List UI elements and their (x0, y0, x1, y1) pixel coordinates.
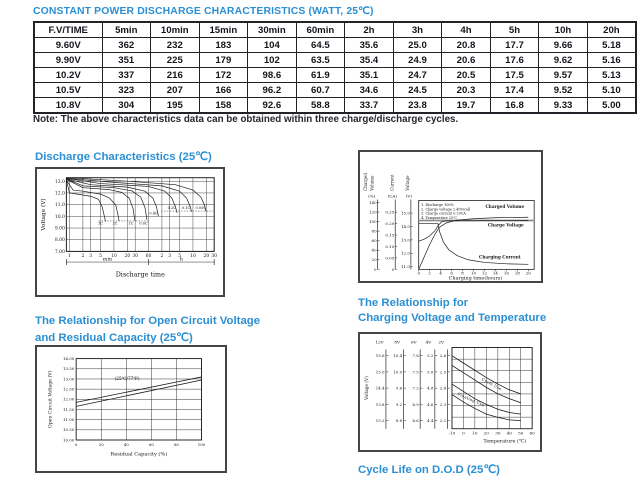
cell-value: 216 (151, 68, 200, 83)
charge-chart-svg (360, 152, 541, 281)
x-tick-label: 30 (495, 430, 501, 436)
cell-value: 9.66 (539, 38, 588, 53)
tick-label: 7.5 (412, 369, 419, 375)
unit-label-min: min (102, 256, 113, 263)
cell-value: 24.7 (393, 68, 442, 83)
curve-label: 3C (98, 221, 103, 226)
cell-value: 20.5 (442, 68, 491, 83)
table-row (34, 98, 636, 114)
x-tick-label: 0 (462, 430, 465, 436)
cell-value: 24.9 (393, 53, 442, 68)
column-header: 3h (393, 22, 442, 38)
tick-label: 9.2 (395, 401, 403, 407)
cell-value: 61.9 (296, 68, 345, 83)
cell-value: 17.5 (490, 68, 539, 83)
cell-value: 17.6 (490, 53, 539, 68)
cell-value: 225 (151, 53, 200, 68)
x-tick-label: 30 (132, 254, 139, 260)
x-tick-label: 100 (197, 441, 206, 447)
tick-label: 5.2 (427, 353, 434, 359)
tick-label: 100 (368, 219, 377, 224)
y-tick-label: 13.00 (63, 376, 75, 382)
column-header: 5min (102, 22, 151, 38)
tick-label: 13.2 (375, 418, 385, 424)
band-label: Cycle Use (480, 376, 503, 392)
axis-title: Voltage (404, 175, 410, 191)
tick-label: 0.05 (385, 255, 395, 261)
column-header: 4h (442, 22, 491, 38)
x-tick-label: 20 (203, 254, 210, 260)
cell-value: 9.52 (539, 83, 588, 98)
cell-value: 183 (199, 38, 248, 53)
cell-value: 179 (199, 53, 248, 68)
x-tick-label: 20 (98, 441, 104, 447)
axis-unit: (%) (368, 193, 376, 199)
y-tick-label: 13.50 (63, 366, 75, 372)
cell-value: 17.7 (490, 38, 539, 53)
x-tick-label: 0 (74, 441, 78, 447)
table-head (34, 22, 636, 38)
tick-label: 9.6 (395, 385, 403, 391)
cell-value: 323 (102, 83, 151, 98)
tick-label: 5.0 (427, 369, 434, 375)
x-tick-label: -10 (448, 430, 456, 436)
column-header: 20h (587, 22, 636, 38)
tick-label: 15.0 (400, 210, 410, 216)
ocv-line (76, 380, 201, 406)
legend-line: 3. Charge current 0.20CA (421, 211, 466, 216)
cell-value: 9.57 (539, 68, 588, 83)
x-tick-label: 4 (439, 270, 442, 276)
temp-section-title-line2: Charging Voltage and Temperature (358, 312, 547, 324)
x-tick-label: 10 (190, 254, 196, 260)
row-header: 9.90V (34, 53, 102, 68)
y-tick-label: 10.0 (54, 214, 65, 220)
cell-value: 98.6 (248, 68, 297, 83)
x-tick-label: 40 (506, 430, 512, 436)
axis-header: 2V (438, 339, 444, 345)
x-tick-label: 80 (173, 441, 179, 447)
cell-value: 5.16 (587, 53, 636, 68)
axis-title: Current (389, 174, 395, 191)
y-tick-label: 13.0 (54, 179, 65, 185)
tick-label: 2.6 (439, 353, 447, 359)
cell-value: 64.5 (296, 38, 345, 53)
tick-label: 80 (371, 228, 377, 234)
y-tick-label: 8.00 (54, 238, 65, 244)
table-row (34, 38, 636, 53)
cell-value: 351 (102, 53, 151, 68)
tick-label: 15.6 (375, 353, 385, 359)
tick-label: 40 (371, 247, 377, 253)
x-tick-label: 2 (428, 270, 431, 276)
x-tick-label: 30 (211, 254, 218, 260)
tick-label: 13.0 (400, 237, 410, 243)
tick-label: 14.0 (400, 223, 410, 229)
y-tick-label: 12.0 (54, 191, 65, 197)
page-title: CONSTANT POWER DISCHARGE CHARACTERISTICS (WATT, 25℃) (33, 6, 374, 17)
axis-unit: (CA) (387, 193, 397, 199)
x-tick-label: 3 (168, 254, 172, 260)
temp-chart-svg (360, 334, 540, 450)
cell-value: 20.3 (442, 83, 491, 98)
x-tick-label: 10 (472, 430, 478, 436)
x-tick-label: 2 (81, 254, 85, 260)
x-tick-label: 40 (123, 441, 129, 447)
x-tick-label: 18 (514, 270, 520, 276)
cell-value: 16.8 (490, 98, 539, 114)
row-header: 10.2V (34, 68, 102, 83)
cell-value: 35.1 (345, 68, 394, 83)
x-tick-label: 60 (145, 254, 152, 260)
x-tick-label: 5 (178, 254, 182, 260)
cell-value: 96.2 (248, 83, 297, 98)
y-tick-label: 10.00 (63, 437, 75, 443)
y-tick-label: 12.50 (63, 386, 75, 392)
x-tick-label: 14 (492, 270, 498, 276)
tick-label: 140 (368, 199, 377, 205)
tick-label: 4.4 (427, 418, 434, 424)
cell-value: 63.5 (296, 53, 345, 68)
column-header: 30min (248, 22, 297, 38)
x-axis-title: Charging time(hours) (448, 275, 503, 281)
cell-value: 9.33 (539, 98, 588, 114)
tick-label: 14.4 (375, 385, 385, 391)
y-axis-title: Voltage (V) (364, 376, 370, 401)
cycle-life-section-title: Cycle Life on D.O.D (25℃) (358, 464, 500, 476)
unit-label-h: h (179, 256, 183, 263)
axis-header: 8V (394, 339, 400, 345)
y-tick-label: 10.50 (63, 427, 75, 433)
column-header: 15min (199, 22, 248, 38)
cell-value: 104 (248, 38, 297, 53)
cell-value: 9.62 (539, 53, 588, 68)
tick-label: 2.2 (439, 418, 447, 424)
y-tick-label: 9.00 (54, 226, 65, 232)
x-tick-label: 60 (148, 441, 154, 447)
tick-label: 6.6 (412, 418, 419, 424)
curve-label: 0.2C (167, 206, 176, 211)
cell-value: 5.18 (587, 38, 636, 53)
cell-value: 92.6 (248, 98, 297, 114)
note-text: Note: The above characteristics data can be obtained within three charge/discharge cycles. (33, 114, 459, 125)
x-tick-label: 20 (124, 254, 131, 260)
cell-value: 337 (102, 68, 151, 83)
x-tick-label: 60 (529, 430, 535, 436)
curve-label: 0.05C (195, 206, 207, 211)
y-tick-label: 14.00 (63, 356, 75, 361)
cell-value: 5.10 (587, 83, 636, 98)
axis-header: 6V (411, 339, 417, 345)
x-tick-label: 50 (518, 430, 524, 436)
discharge-chart-svg (37, 169, 223, 295)
cell-value: 166 (199, 83, 248, 98)
column-header: 2h (345, 22, 394, 38)
tick-label: 10.4 (393, 353, 403, 359)
cell-value: 207 (151, 83, 200, 98)
tick-label: 13.8 (375, 401, 385, 407)
tick-label: 7.8 (412, 353, 419, 359)
legend-line: 4. Temperature 25℃ (421, 216, 458, 221)
ocv-section-title-line1: The Relationship for Open Circuit Voltage (35, 315, 261, 327)
ocv-chart-svg (37, 347, 225, 471)
tick-label: 15.0 (375, 369, 385, 375)
plot-border (66, 178, 214, 252)
y-tick-label: 12.00 (63, 396, 75, 402)
plot-border (452, 348, 532, 429)
x-axis-title: Discharge time (115, 271, 165, 279)
x-tick-label: 10 (471, 270, 476, 276)
x-tick-label: 10 (111, 254, 117, 260)
cell-value: 20.6 (442, 53, 491, 68)
discharge-section-title: Discharge Characteristics (25℃) (35, 151, 212, 163)
tick-label: 6.9 (412, 401, 419, 407)
legend-line: 1. Discharge 100% (421, 202, 454, 207)
cell-value: 19.7 (442, 98, 491, 114)
cell-value: 17.4 (490, 83, 539, 98)
cell-value: 35.4 (345, 53, 394, 68)
axis-unit: (V) (405, 193, 413, 199)
power-table (33, 21, 637, 114)
row-header: 9.60V (34, 38, 102, 53)
temp-section-title-line1: The Relationship for (358, 297, 469, 309)
curve-label: 0.6C (139, 221, 148, 226)
y-tick-label: 11.0 (54, 203, 65, 209)
tick-label: 0.10 (385, 243, 395, 249)
tick-label: 0 (374, 266, 377, 272)
tick-label: 0.25 (385, 209, 395, 215)
x-tick-label: 20 (483, 430, 489, 436)
charging-voltage-temperature-chart (358, 332, 542, 452)
axis-title: Charged (362, 173, 368, 191)
cell-value: 58.8 (296, 98, 345, 114)
x-tick-label: 2 (160, 254, 164, 260)
tick-label: 2.5 (439, 369, 447, 375)
axis-title: Volume (369, 175, 375, 191)
cell-value: 34.6 (345, 83, 394, 98)
table-body (34, 38, 636, 114)
tick-label: 60 (371, 238, 377, 244)
x-tick-label: 12 (481, 270, 487, 276)
tick-label: 0.20 (385, 221, 395, 227)
curve-label: 2C (112, 221, 118, 226)
table-header-row (34, 22, 636, 38)
table-row (34, 53, 636, 68)
row-header: 10.5V (34, 83, 102, 98)
x-tick-label: 1 (68, 254, 71, 260)
tick-label: 20 (371, 257, 377, 263)
ocv-section-title-line2: and Residual Capacity (25℃) (35, 332, 193, 344)
cell-value: 25.0 (393, 38, 442, 53)
cell-value: 172 (199, 68, 248, 83)
temperature-annotation: (25℃/77℉) (114, 376, 140, 382)
cell-value: 33.7 (345, 98, 394, 114)
column-header: 10h (539, 22, 588, 38)
curve-label: 0.4C (149, 211, 158, 216)
cell-value: 5.00 (587, 98, 636, 114)
tick-label: 4.6 (427, 401, 434, 407)
curve-label: Charging Current (479, 254, 521, 260)
table-row (34, 83, 636, 98)
tick-label: 8.8 (395, 418, 403, 424)
table-row (34, 68, 636, 83)
x-tick-label: 5 (99, 254, 102, 260)
discharge-curve (66, 179, 146, 220)
discharge-chart (35, 167, 225, 297)
x-tick-label: 20 (525, 270, 531, 276)
column-header: 5h (490, 22, 539, 38)
column-header: 10min (151, 22, 200, 38)
cell-value: 23.8 (393, 98, 442, 114)
y-axis-title: Voltage (V) (40, 198, 47, 231)
tick-label: 2.3 (439, 401, 447, 407)
legend-line: 2. Charge voltage 2.40V/cell (421, 207, 471, 212)
y-tick-label: 11.50 (63, 406, 75, 412)
tick-label: 10.0 (393, 369, 403, 375)
cell-value: 60.7 (296, 83, 345, 98)
tick-label: 4.8 (427, 385, 434, 391)
cell-value: 362 (102, 38, 151, 53)
cell-value: 20.8 (442, 38, 491, 53)
x-tick-label: 3 (89, 254, 93, 260)
row-header: 10.8V (34, 98, 102, 114)
y-axis-title: Open Circuit Voltage (V) (48, 370, 54, 429)
column-header: F.V/TIME (34, 22, 102, 38)
tick-label: 7.2 (412, 385, 419, 391)
cell-value: 232 (151, 38, 200, 53)
x-tick-label: 8 (461, 270, 464, 276)
tick-label: 2.4 (439, 385, 447, 391)
tick-label: 12.0 (400, 250, 410, 256)
x-tick-label: 6 (450, 270, 453, 276)
cell-value: 35.6 (345, 38, 394, 53)
cell-value: 304 (102, 98, 151, 114)
column-header: 60min (296, 22, 345, 38)
curve-label: Charged Volume (485, 203, 525, 209)
x-axis-title: Temperature (℃) (483, 438, 527, 445)
x-tick-label: 0 (417, 270, 420, 276)
cell-value: 102 (248, 53, 297, 68)
x-tick-label: 16 (503, 270, 509, 276)
cell-value: 195 (151, 98, 200, 114)
ocv-chart (35, 345, 227, 473)
tick-label: 0 (391, 266, 395, 272)
tick-label: 11.0 (400, 264, 410, 270)
curve-label: 1C (128, 221, 134, 226)
tick-label: 0.15 (385, 232, 395, 238)
tick-label: 120 (368, 209, 377, 215)
cell-value: 24.5 (393, 83, 442, 98)
axis-header: 12V (375, 339, 384, 345)
cell-value: 5.13 (587, 68, 636, 83)
x-axis-title: Residual Capacity (%) (110, 451, 168, 458)
cell-value: 158 (199, 98, 248, 114)
y-tick-label: 7.00 (54, 249, 65, 255)
axis-header: 4V (425, 339, 432, 345)
y-tick-label: 11.00 (63, 417, 75, 423)
curve-label: Charge Voltage (487, 222, 524, 228)
charge-characteristics-chart (358, 150, 543, 283)
band-label: Floating Use (456, 391, 486, 408)
curve-label: 0.1C (181, 206, 191, 211)
